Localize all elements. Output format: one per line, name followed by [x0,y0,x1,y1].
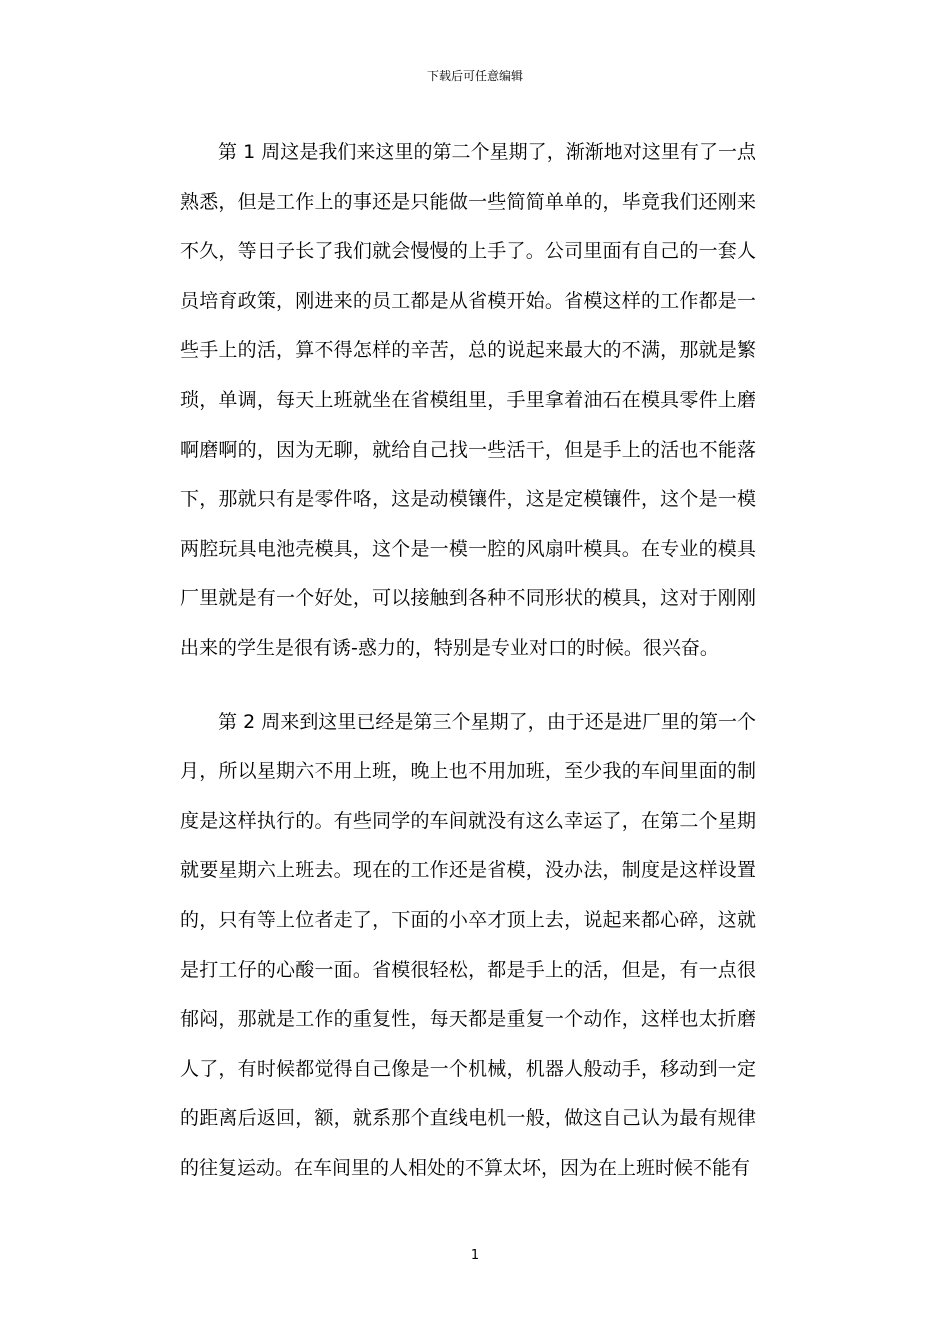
page-number: 1 [470,1248,480,1263]
document-body [180,128,756,1193]
paragraph-week-2: 第 2 周来到这里已经是第三个星期了，由于还是进厂里的第一个月，所以星期六不用上班，晚上也不用加班，至少我的车间里面的制度是这样执行的。有些同学的车间就没有这么幸运了，在第二个星期就要星期六上班去。现在的工作还是省模，没办法，制度是这样设置的，只有等上位者走了，下面的小卒才顶上去，说起来都心碎，这就是打工仔的心酸一面。省模很轻松，都是手上的活，但是，有一点很郁闷，那就是工作的重复性，每天都是重复一个动作，这样也太折磨人了，有时候都觉得自己像是一个机械，机器人般动手，移动到一定的距离后返回，额，就系那个直线电机一般，做这自己认为最有规律的往复运动。在车间里的人相处的不算太坏，因为在上班时候不能有 [180,710,756,1179]
paragraph-week-1: 第 1 周这是我们来这里的第二个星期了，渐渐地对这里有了一点熟悉，但是工作上的事还是只能做一些简简单单的，毕竟我们还刚来不久，等日子长了我们就会慢慢的上手了。公司里面有自己的一套人员培育政策，刚进来的员工都是从省模开始。省模这样的工作都是一些手上的活，算不得怎样的辛苦，总的说起来最大的不满，那就是繁琐，单调，每天上班就坐在省模组里，手里拿着油石在模具零件上磨啊磨啊的，因为无聊，就给自己找一些活干，但是手上的活也不能落下，那就只有是零件咯，这是动模镶件，这是定模镶件，这个是一模两腔玩具电池壳模具，这个是一模一腔的风扇叶模具。在专业的模具厂里就是有一个好处，可以接触到各种不同形状的模具，这对于刚刚出来的学生是很有诱-惑力的，特别是专业对口的时候。很兴奋。 [180,141,756,659]
page-header: 下载后可任意编辑 [426,69,523,83]
